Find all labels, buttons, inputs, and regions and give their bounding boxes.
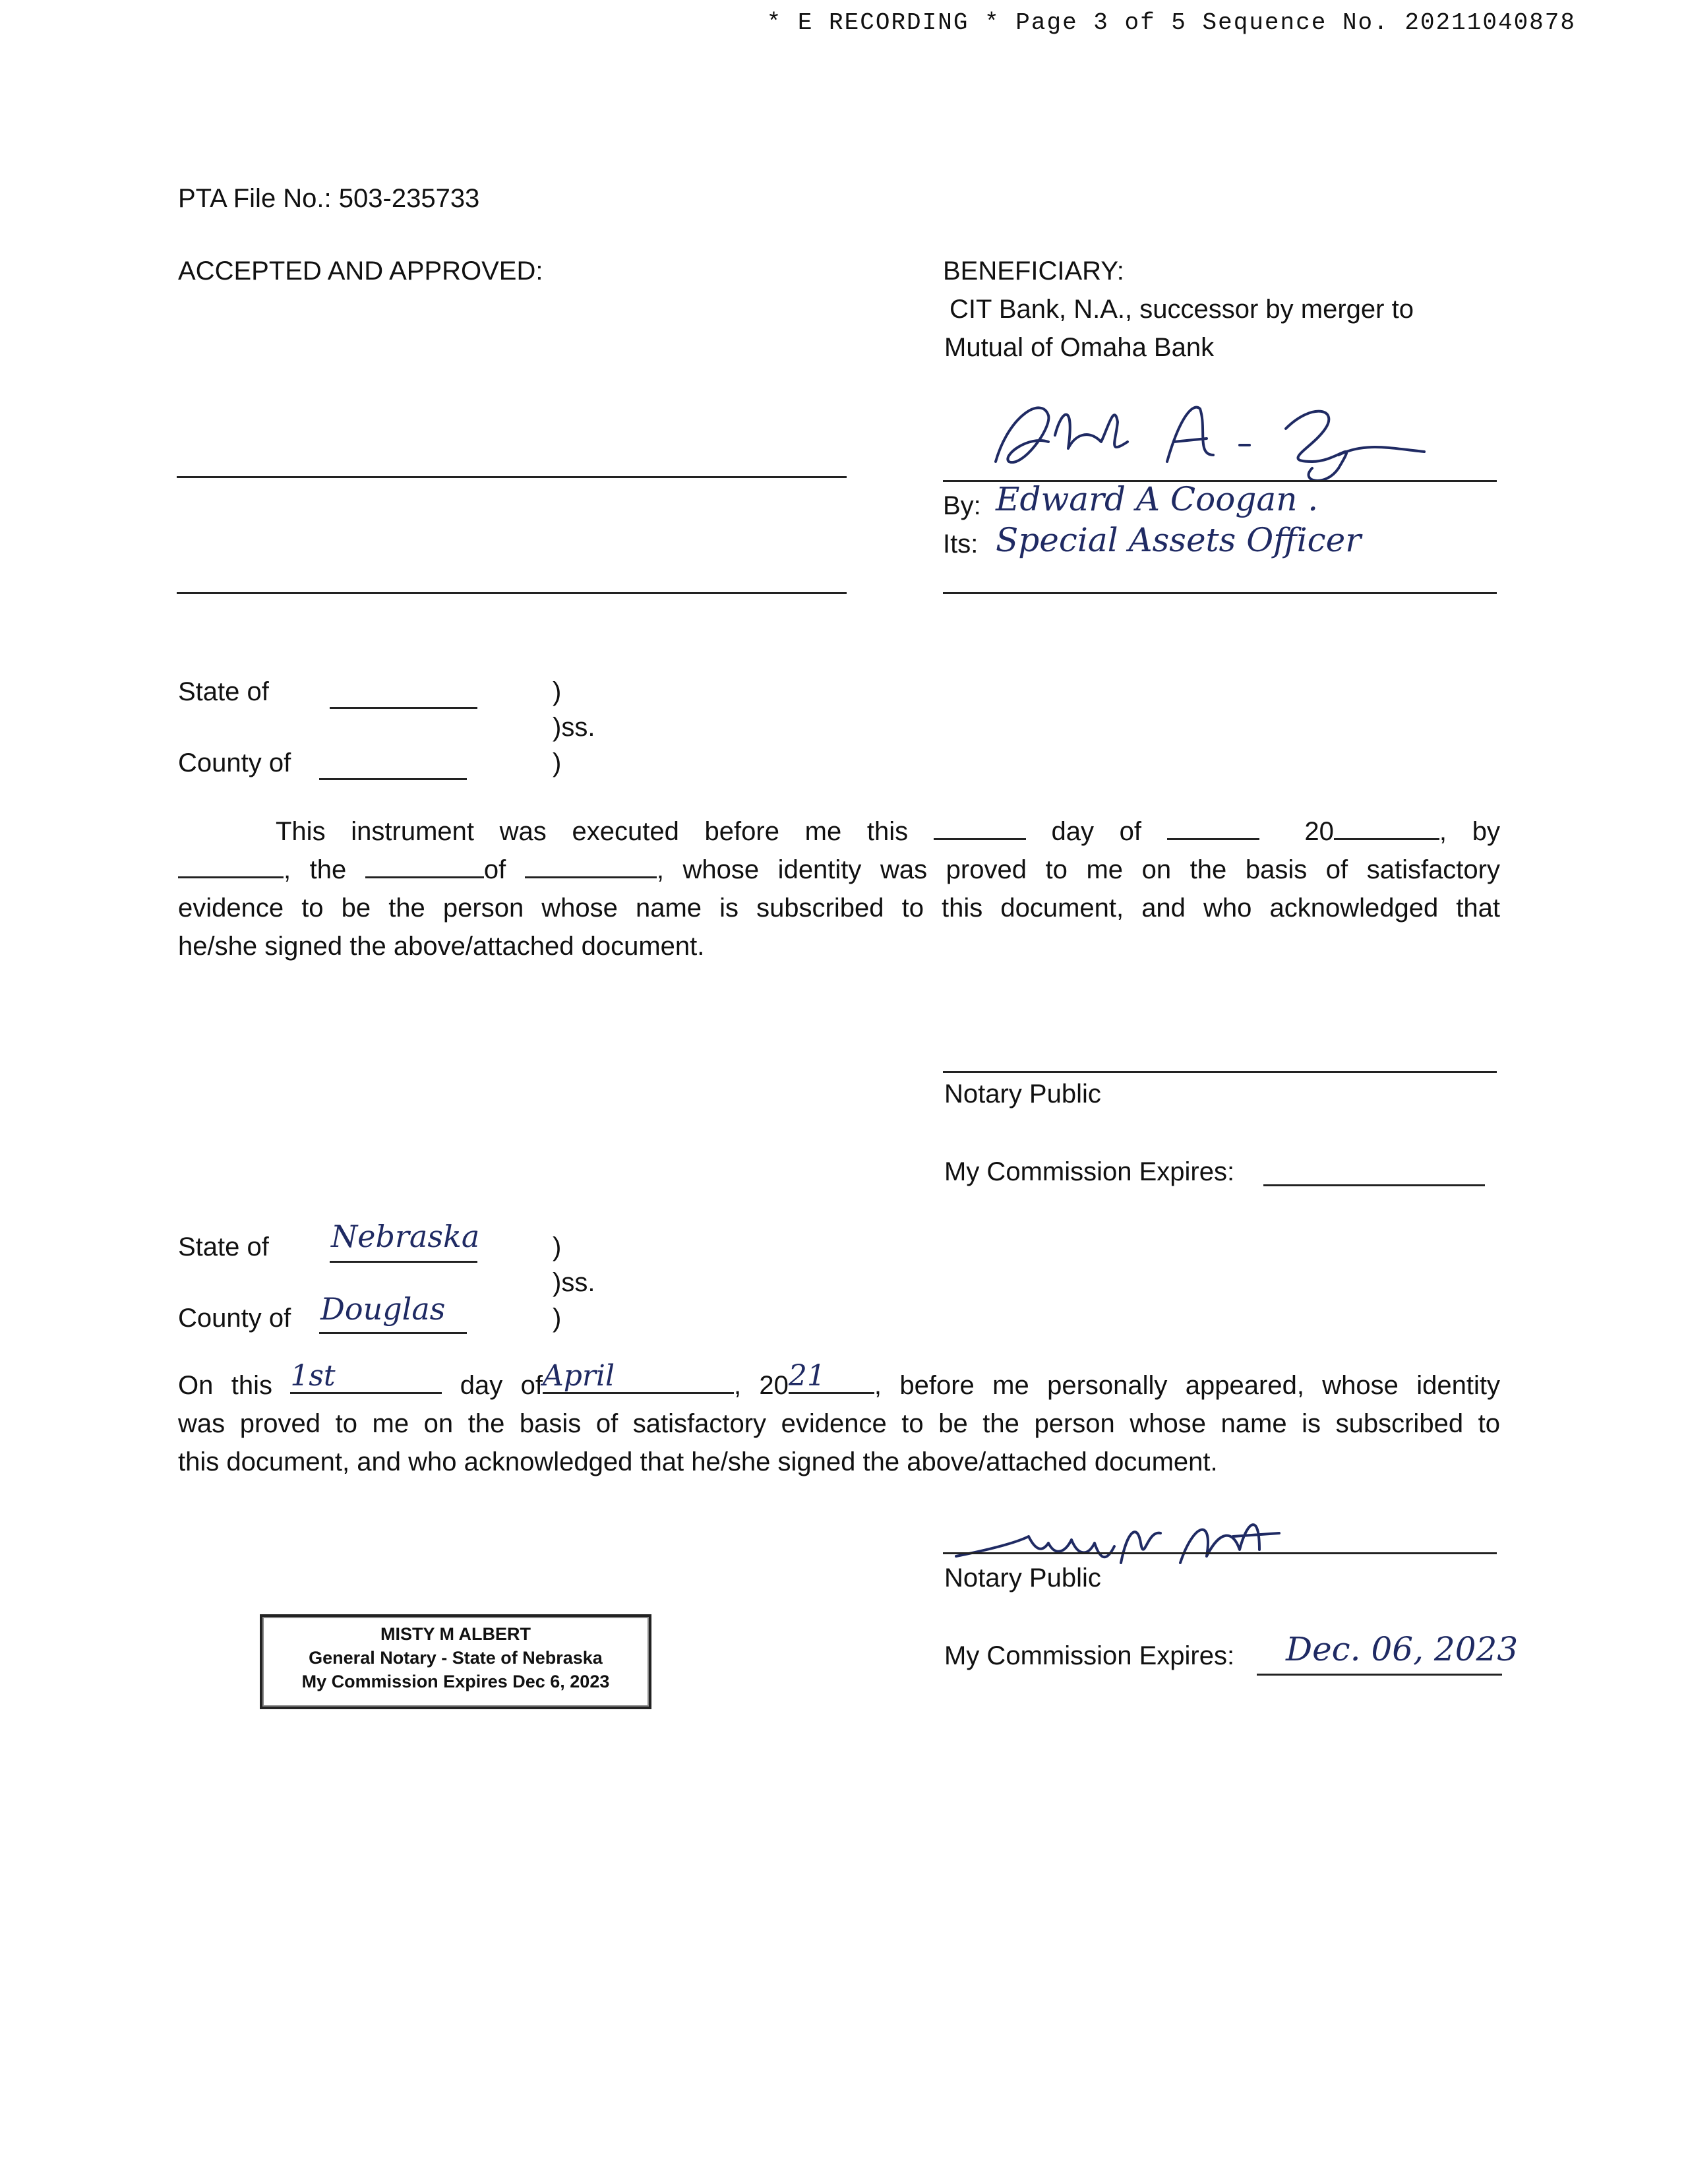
ack2-day-field: [290, 1359, 442, 1394]
commission2-label: My Commission Expires:: [944, 1641, 1235, 1670]
venue1-paren-1: ): [553, 677, 562, 706]
ack2-on-this: On this: [178, 1371, 272, 1400]
ack1-name-blank: [178, 853, 284, 878]
venue2-paren-1: ): [553, 1232, 562, 1261]
ack1-line-4: he/she signed the above/attached document.: [178, 932, 705, 961]
stamp-title: General Notary - State of Nebraska: [309, 1648, 603, 1668]
ack1-entity-blank: [525, 853, 657, 878]
ack1-text-c: , whose identity was proved to me on the basis of satisfactory: [656, 855, 1500, 884]
ack2-line-3: this document, and who acknowledged that he/she signed the above/attached document.: [178, 1447, 1218, 1476]
ack2-day-handwritten: 1st: [290, 1359, 336, 1393]
left-signature-line-2: [177, 592, 847, 594]
ack1-year-prefix: 20: [1304, 817, 1334, 846]
recording-header: * E RECORDING * Page 3 of 5 Sequence No. 20211040878: [766, 9, 1576, 36]
commission2-handwritten: Dec. 06, 2023: [1286, 1630, 1519, 1668]
its-label: Its:: [943, 530, 979, 559]
venue1-county-blank: [319, 778, 467, 780]
ack1-text-the: , the: [284, 855, 347, 884]
ack2-day-of: day of: [460, 1371, 543, 1400]
stamp-expires: My Commission Expires Dec 6, 2023: [301, 1672, 610, 1691]
venue1-paren-2: ): [553, 748, 562, 777]
ack1-text-b: day of: [1051, 817, 1142, 846]
ack1-text-of: of: [483, 855, 506, 884]
beneficiary-bottom-line: [943, 592, 1497, 594]
ack1-day-blank: [934, 814, 1026, 840]
venue2-state-label: State of: [178, 1232, 269, 1261]
venue1-ss: )ss.: [553, 713, 595, 742]
ack1-title-blank: [365, 853, 484, 878]
ack2-year-field: [788, 1359, 874, 1394]
commission1-blank: [1263, 1184, 1485, 1186]
ack1-line-3: evidence to be the person whose name is subscribed to this document, and who acknowledged that: [178, 894, 1500, 923]
venue2-county-label: County of: [178, 1304, 291, 1333]
notary1-signature-line: [943, 1071, 1497, 1073]
venue1-state-blank: [330, 707, 477, 709]
acknowledgment-2: [178, 1359, 1501, 1481]
ack2-month-field: [542, 1359, 734, 1394]
venue2-county-line: [319, 1332, 467, 1334]
venue2-county-handwritten: Douglas: [320, 1291, 446, 1327]
left-signature-line-1: [177, 476, 847, 478]
ack1-year-blank: [1334, 814, 1439, 840]
ack1-text-d: , by: [1439, 817, 1500, 846]
venue1-county-label: County of: [178, 748, 291, 777]
ack2-line-2: was proved to me on the basis of satisfactory evidence to be the person whose name is subscribed to: [178, 1409, 1500, 1438]
beneficiary-signature: [969, 389, 1444, 481]
venue2-ss: )ss.: [553, 1268, 595, 1297]
notary-seal-stamp: [260, 1614, 651, 1709]
acknowledgment-1: [178, 812, 1500, 965]
ack2-year-handwritten: 21: [788, 1359, 826, 1393]
ack1-text-a: This instrument was executed before me this: [276, 817, 909, 846]
stamp-name: MISTY M ALBERT: [380, 1624, 531, 1644]
beneficiary-heading: BENEFICIARY:: [943, 257, 1124, 286]
by-handwritten-name: Edward A Coogan .: [996, 480, 1319, 518]
by-label: By:: [943, 491, 981, 520]
accepted-approved-heading: ACCEPTED AND APPROVED:: [178, 257, 543, 286]
beneficiary-line-2: Mutual of Omaha Bank: [944, 333, 1215, 362]
venue2-paren-2: ): [553, 1304, 562, 1333]
notary2-signature-line: [943, 1552, 1497, 1554]
ack2-year-prefix: , 20: [733, 1371, 789, 1400]
venue1-state-label: State of: [178, 677, 269, 706]
commission2-line: [1257, 1674, 1502, 1676]
pta-file-number: PTA File No.: 503-235733: [178, 184, 480, 213]
ack1-month-blank: [1167, 814, 1259, 840]
commission1-label: My Commission Expires:: [944, 1157, 1235, 1186]
its-handwritten-title: Special Assets Officer: [996, 521, 1362, 559]
ack2-month-handwritten: April: [542, 1359, 615, 1393]
notary1-label: Notary Public: [944, 1079, 1101, 1108]
venue2-state-handwritten: Nebraska: [331, 1219, 480, 1254]
notary2-label: Notary Public: [944, 1563, 1101, 1592]
beneficiary-line-1: CIT Bank, N.A., successor by merger to: [950, 295, 1414, 324]
ack2-line1-rest: , before me personally appeared, whose identity: [874, 1371, 1501, 1400]
venue2-state-line: [330, 1261, 477, 1263]
